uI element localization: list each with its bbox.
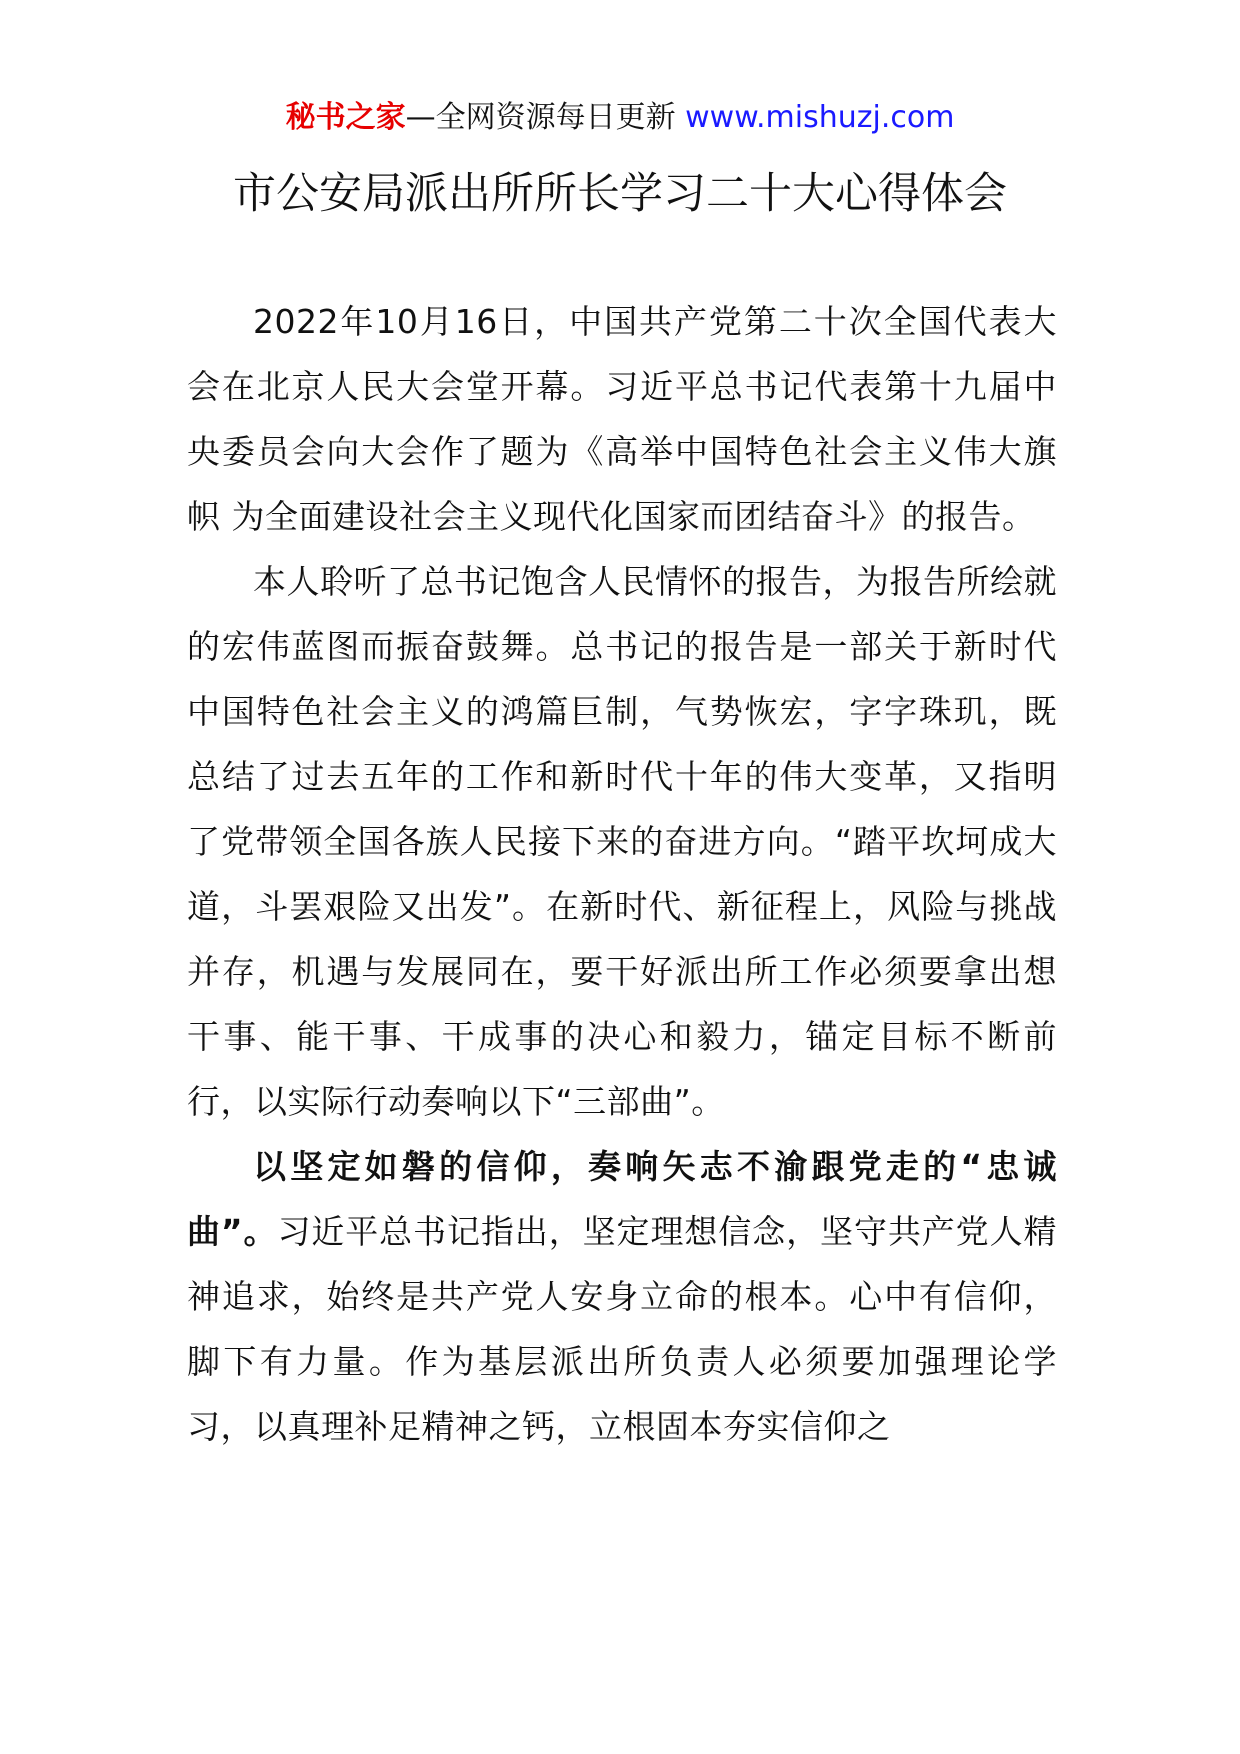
- paragraph-text: 2022年10月16日，中国共产党第二十次全国代表大会在北京人民大会堂开幕。习近平总书记代表第十九届中央委员会向大会作了题为《高举中国特色社会主义伟大旗帜 为全面建设社会主义现代化国家而团结奋斗》的报告。: [187, 302, 1057, 536]
- paragraph-text: 本人聆听了总书记饱含人民情怀的报告，为报告所绘就的宏伟蓝图而振奋鼓舞。总书记的报告是一部关于新时代中国特色社会主义的鸿篇巨制，气势恢宏，字字珠玑，既总结了过去五年的工作和新时代十年的伟大变革，又指明了党带领全国各族人民接下来的奋进方向。“踏平坎坷成大道，斗罢艰险又出发”。在新时代、新征程上，风险与挑战并存，机遇与发展同在，要干好派出所工作必须要拿出想干事、能干事、干成事的决心和毅力，锚定目标不断前行，以实际行动奏响以下“三部曲”。: [187, 562, 1057, 1121]
- site-brand: 秘书之家: [285, 100, 406, 135]
- site-url-link[interactable]: www.mishuzj.com: [685, 100, 955, 135]
- document-title: 市公安局派出所所长学习二十大心得体会: [233, 169, 1007, 219]
- document-body: [187, 289, 1057, 1459]
- paragraph: [187, 289, 1057, 549]
- paragraph: [187, 1134, 1057, 1459]
- paragraph: [187, 549, 1057, 1134]
- paragraph-text: 习近平总书记指出，坚定理想信念，坚守共产党人精神追求，始终是共产党人安身立命的根本。心中有信仰，脚下有力量。作为基层派出所负责人必须要加强理论学习，以真理补足精神之钙，立根固本夯实信仰之: [187, 1212, 1057, 1446]
- section-heading: 以坚定如磐的信仰，奏响矢志不渝跟党走的“忠诚曲”。: [187, 1147, 1057, 1251]
- site-slogan: —全网资源每日更新: [405, 100, 686, 135]
- site-header: [0, 98, 1240, 138]
